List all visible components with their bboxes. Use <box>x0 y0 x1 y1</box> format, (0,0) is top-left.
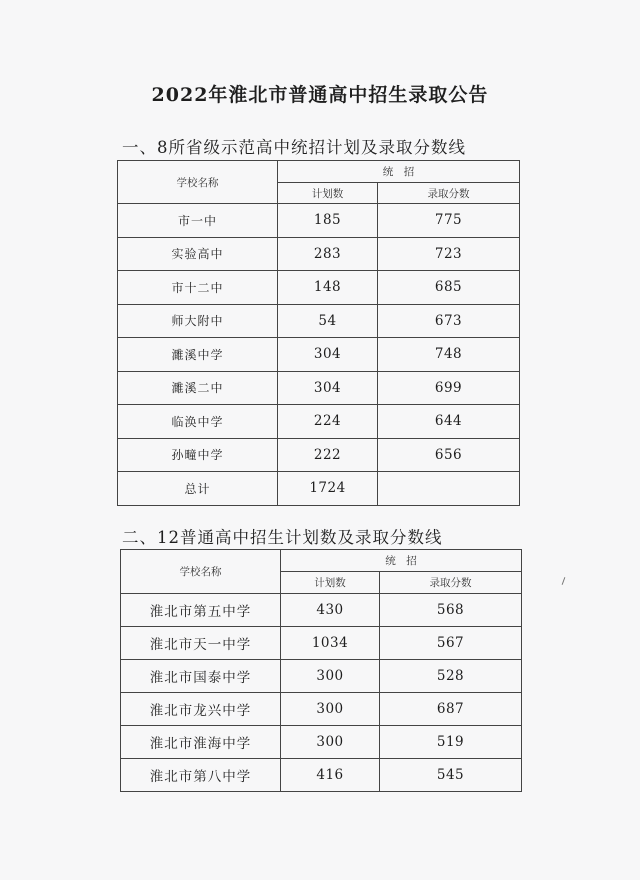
plan-count: 185 <box>278 204 378 238</box>
admission-score: 685 <box>378 271 520 305</box>
plan-count: 1034 <box>281 627 380 660</box>
school-name: 临涣中学 <box>118 405 278 439</box>
table-row <box>118 237 520 271</box>
admission-score: 656 <box>378 438 520 472</box>
school-name: 淮北市天一中学 <box>121 627 281 660</box>
table-row <box>121 660 522 693</box>
plan-count: 300 <box>281 726 380 759</box>
total-plan-count: 1724 <box>278 472 378 506</box>
admission-score: 775 <box>378 204 520 238</box>
col-header-plan: 计划数 <box>278 183 378 204</box>
col-header-plan: 计划数 <box>281 572 380 594</box>
total-label: 总计 <box>118 472 278 506</box>
school-name: 淮北市龙兴中学 <box>121 693 281 726</box>
col-header-score: 录取分数 <box>380 572 522 594</box>
plan-count: 300 <box>281 660 380 693</box>
table-row <box>121 627 522 660</box>
col-header-school: 学校名称 <box>118 161 278 204</box>
admission-score: 519 <box>380 726 522 759</box>
table-row <box>121 693 522 726</box>
table-row <box>118 204 520 238</box>
total-score-empty <box>378 472 520 506</box>
plan-count: 222 <box>278 438 378 472</box>
admission-score: 699 <box>378 371 520 405</box>
admission-score: 644 <box>378 405 520 439</box>
plan-count: 430 <box>281 594 380 627</box>
admission-score: 528 <box>380 660 522 693</box>
table-row <box>118 438 520 472</box>
table-row <box>121 726 522 759</box>
plan-count: 224 <box>278 405 378 439</box>
plan-count: 416 <box>281 759 380 792</box>
col-header-group: 统 招 <box>281 550 522 572</box>
plan-count: 300 <box>281 693 380 726</box>
admission-score: 545 <box>380 759 522 792</box>
admission-score: 748 <box>378 338 520 372</box>
school-name: 淮北市淮海中学 <box>121 726 281 759</box>
table-row <box>121 759 522 792</box>
table-row <box>118 371 520 405</box>
table-row <box>118 405 520 439</box>
table-row <box>118 271 520 305</box>
admission-score: 723 <box>378 237 520 271</box>
admission-score: 567 <box>380 627 522 660</box>
school-name: 淮北市第五中学 <box>121 594 281 627</box>
plan-count: 304 <box>278 371 378 405</box>
school-name: 濉溪中学 <box>118 338 278 372</box>
school-name: 市十二中 <box>118 271 278 305</box>
col-header-group: 统 招 <box>278 161 520 183</box>
col-header-score: 录取分数 <box>378 183 520 204</box>
admission-score: 568 <box>380 594 522 627</box>
admission-score: 673 <box>378 304 520 338</box>
school-name: 濉溪二中 <box>118 371 278 405</box>
col-header-school: 学校名称 <box>121 550 281 594</box>
plan-count: 283 <box>278 237 378 271</box>
page-title: 2022年淮北市普通高中招生录取公告 <box>151 84 489 106</box>
table-row <box>121 594 522 627</box>
pen-mark <box>562 577 566 585</box>
section1-heading: 一、8所省级示范高中统招计划及录取分数线 <box>122 138 466 157</box>
table-row-total <box>118 472 520 506</box>
school-name: 淮北市国泰中学 <box>121 660 281 693</box>
section2-heading: 二、12普通高中招生计划数及录取分数线 <box>122 528 443 547</box>
school-name: 师大附中 <box>118 304 278 338</box>
school-name: 实验高中 <box>118 237 278 271</box>
school-name: 市一中 <box>118 204 278 238</box>
plan-count: 54 <box>278 304 378 338</box>
plan-count: 304 <box>278 338 378 372</box>
admission-score: 687 <box>380 693 522 726</box>
table-row <box>118 338 520 372</box>
table-row <box>118 304 520 338</box>
section1-table <box>117 160 520 506</box>
plan-count: 148 <box>278 271 378 305</box>
school-name: 淮北市第八中学 <box>121 759 281 792</box>
school-name: 孙疃中学 <box>118 438 278 472</box>
section2-table <box>120 549 522 792</box>
